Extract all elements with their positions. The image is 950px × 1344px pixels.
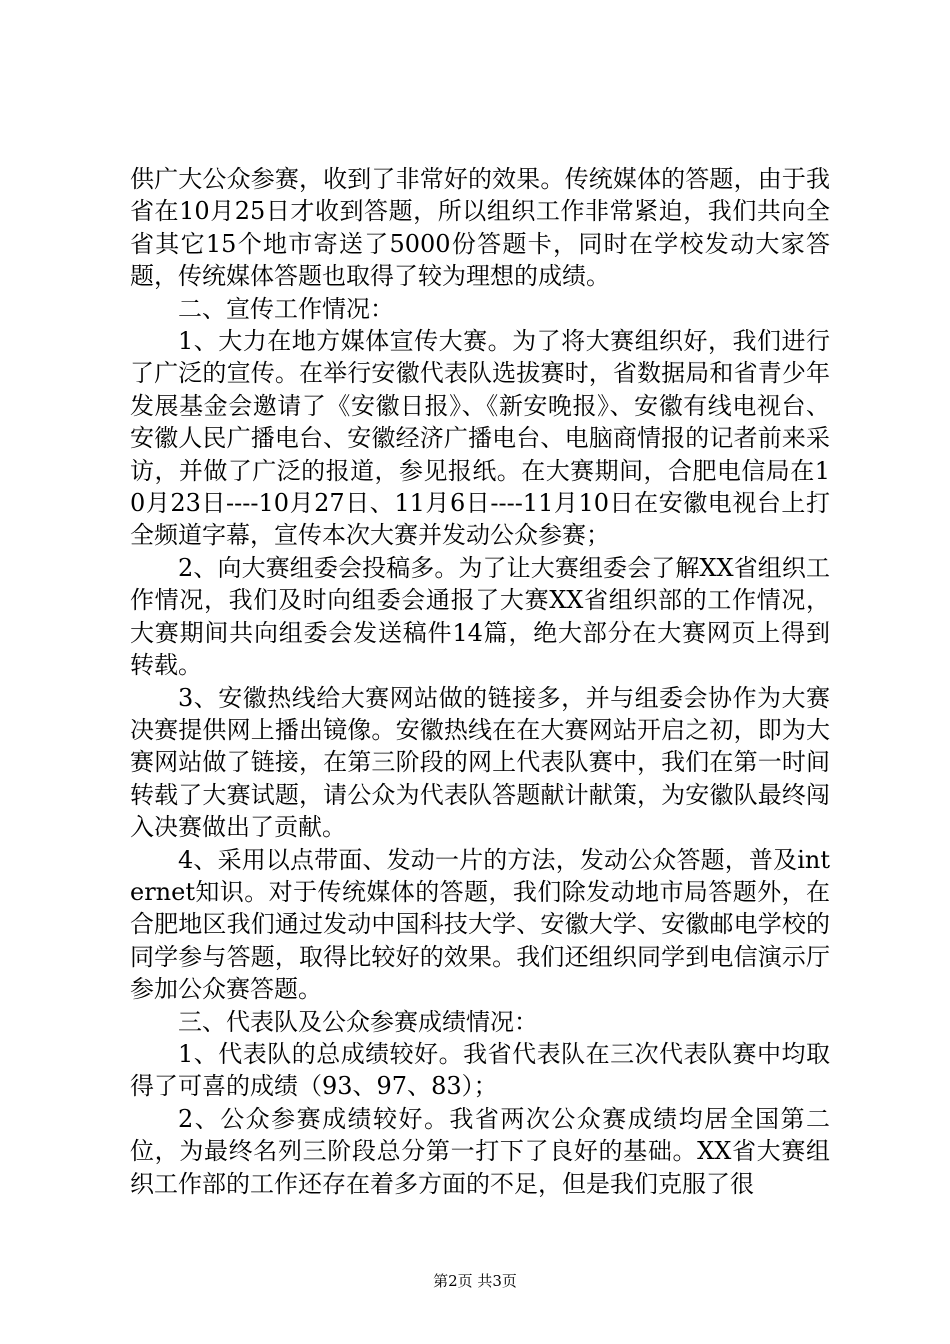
paragraph-team-results: 1、代表队的总成绩较好。我省代表队在三次代表队赛中均取得了可喜的成绩（93、97、83）； xyxy=(130,1039,830,1101)
section-heading-publicity: 二、宣传工作情况： xyxy=(178,294,394,323)
paragraph-public-results: 2、公众参赛成绩较好。我省两次公众赛成绩均居全国第二位，为最终名列三阶段总分第一打下了良好的基础。XX省大赛组织工作部的工作还存在着多方面的不足，但是我们克服了很 xyxy=(130,1104,830,1198)
paragraph-anhui-hotline: 3、安徽热线给大赛网站做的链接多，并与组委会协作为大赛决赛提供网上播出镜像。安徽热线在在大赛网站开启之初，即为大赛网站做了链接，在第三阶段的网上代表队赛中，我们在第一时间转载了大赛试题，请公众为代表队答题献计献策，为安徽队最终闯入决赛做出了贡献。 xyxy=(130,683,830,842)
section-heading-results: 三、代表队及公众参赛成绩情况： xyxy=(178,1007,538,1036)
document-body xyxy=(130,163,830,1200)
paragraph-submissions: 2、向大赛组委会投稿多。为了让大赛组委会了解XX省组织工作情况，我们及时向组委会通报了大赛XX省组织部的工作情况，大赛期间共向组委会发送稿件14篇，绝大部分在大赛网页上得到转载。 xyxy=(130,553,830,680)
paragraph-public-answering: 4、采用以点带面、发动一片的方法，发动公众答题，普及internet知识。对于传统媒体的答题，我们除发动地市局答题外，在合肥地区我们通过发动中国科技大学、安徽大学、安徽邮电学校的同学参与答题，取得比较好的效果。我们还组织同学到电信演示厅参加公众赛答题。 xyxy=(130,845,830,1004)
paragraph-continuation: 供广大公众参赛，收到了非常好的效果。传统媒体的答题，由于我省在10月25日才收到答题，所以组织工作非常紧迫，我们共向全省其它15个地市寄送了5000份答题卡，同时在学校发动大家答题，传统媒体答题也取得了较为理想的成绩。 xyxy=(130,165,830,291)
paragraph-local-media: 1、大力在地方媒体宣传大赛。为了将大赛组织好，我们进行了广泛的宣传。在举行安徽代表队选拔赛时，省数据局和省青少年发展基金会邀请了《安徽日报》、《新安晚报》、安徽有线电视台、安徽人民广播电台、安徽经济广播电台、电脑商情报的记者前来采访，并做了广泛的报道，参见报纸。在大赛期间，合肥电信局在10月23日----10月27日、11月6日----11月10日在安徽电视台上打全频道字幕，宣传本次大赛并发动公众参赛； xyxy=(130,327,830,550)
page-number-footer: 第2页 共3页 xyxy=(433,1272,517,1290)
